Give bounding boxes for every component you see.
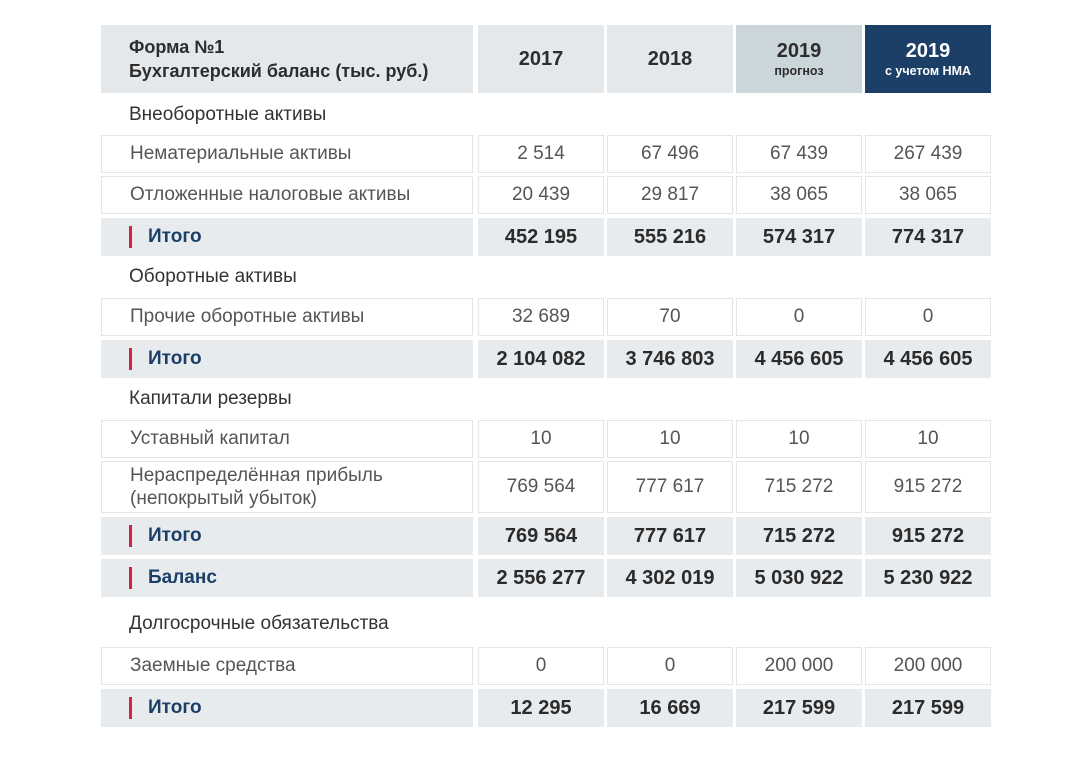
total-marker — [129, 525, 132, 547]
total-marker — [129, 697, 132, 719]
total-row: Итого 2 104 082 3 746 803 4 456 605 4 456 605 — [101, 340, 991, 378]
section-heading: Внеоборотные активы — [129, 104, 327, 125]
total-marker — [129, 226, 132, 248]
header-col-2019-nma: 2019 с учетом НМА — [865, 25, 991, 93]
table-row: Прочие оборотные активы 32 689 70 0 0 — [101, 298, 991, 336]
form-title: Форма №1 — [129, 37, 225, 57]
table-row: Уставный капитал 10 10 10 10 — [101, 420, 991, 458]
total-row: Итого 769 564 777 617 715 272 915 272 — [101, 517, 991, 555]
header-col-2017: 2017 — [478, 25, 604, 93]
header-title-cell — [101, 25, 473, 93]
table-header — [101, 25, 991, 93]
table-caption: Бухгалтерский баланс (тыс. руб.) — [129, 61, 429, 81]
table-row: Заемные средства 0 0 200 000 200 000 — [101, 647, 991, 685]
table-row: Отложенные налоговые активы 20 439 29 817 38 065 38 065 — [101, 176, 991, 214]
balance-row: Баланс 2 556 277 4 302 019 5 030 922 5 230 922 — [101, 559, 991, 597]
balance-marker — [129, 567, 132, 589]
table-row: Нематериальные активы 2 514 67 496 67 439 267 439 — [101, 135, 991, 173]
total-row: Итого 12 295 16 669 217 599 217 599 — [101, 689, 991, 727]
section-heading: Оборотные активы — [129, 266, 297, 287]
header-col-2019-forecast: 2019 прогноз — [736, 25, 862, 93]
total-marker — [129, 348, 132, 370]
header-col-2018: 2018 — [607, 25, 733, 93]
section-heading: Долгосрочные обязательства — [129, 613, 389, 634]
total-row: Итого 452 195 555 216 574 317 774 317 — [101, 218, 991, 256]
section-heading: Капитали резервы — [129, 388, 292, 409]
table-row: Нераспределённая прибыль (непокрытый убыток) 769 564 777 617 715 272 915 272 — [101, 461, 991, 513]
balance-sheet-table — [101, 25, 991, 727]
